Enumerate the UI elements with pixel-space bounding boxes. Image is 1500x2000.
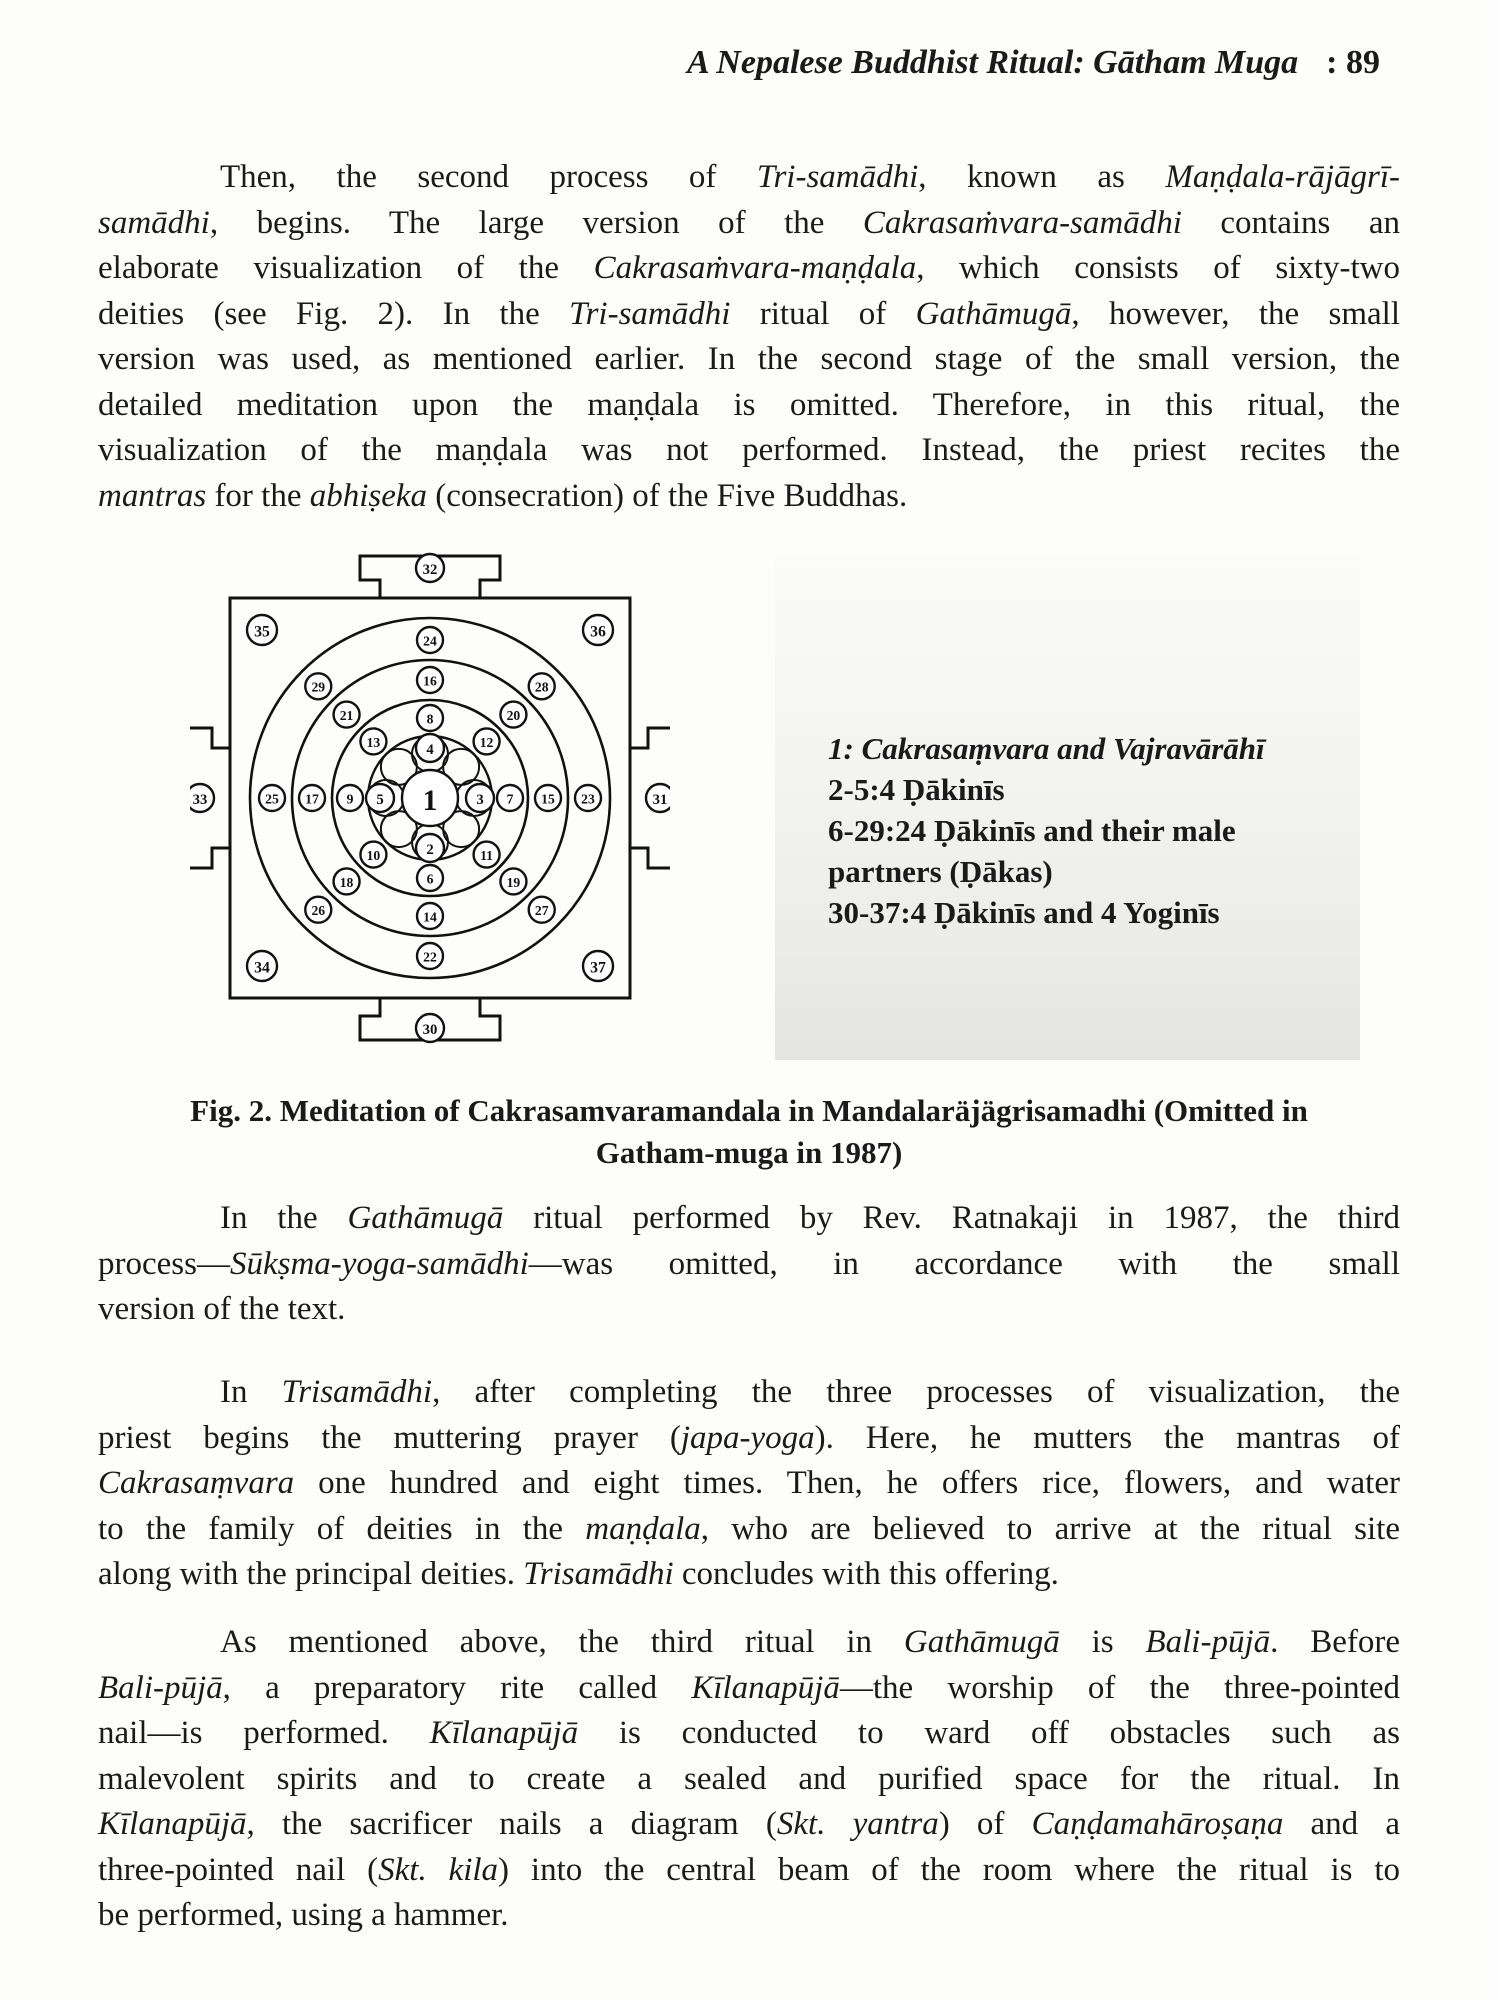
inner-node-label: 2 bbox=[426, 841, 434, 858]
petal-node-label: 9 bbox=[346, 791, 354, 807]
ring3-node-label: 25 bbox=[265, 791, 279, 807]
ring3-node-label: 22 bbox=[423, 949, 437, 965]
ring3-node-label: 29 bbox=[311, 679, 326, 695]
ring3-node-label: 26 bbox=[311, 903, 326, 919]
legend-line: 1: Cakrasaṃvara and Vajravārāhī bbox=[828, 731, 1265, 766]
corner-node-label: 35 bbox=[254, 623, 270, 641]
ring2-node-label: 16 bbox=[423, 673, 437, 689]
ring2-node-label: 20 bbox=[506, 708, 521, 724]
gate-node-label: 31 bbox=[652, 791, 668, 808]
petal-node-label: 7 bbox=[506, 791, 514, 807]
ring2-node-label: 21 bbox=[339, 708, 354, 724]
petal-node-label: 12 bbox=[479, 734, 494, 750]
inner-node-label: 4 bbox=[426, 741, 434, 758]
gate-node-label: 33 bbox=[192, 791, 208, 808]
ring3-node-label: 24 bbox=[423, 633, 437, 649]
corner-node-label: 34 bbox=[254, 959, 270, 977]
ring3-node-label: 23 bbox=[581, 791, 595, 807]
petal-node-label: 13 bbox=[366, 734, 381, 750]
ring3-node-label: 27 bbox=[534, 903, 549, 919]
ring2-node-label: 17 bbox=[305, 791, 319, 807]
paragraph-tri-samadhi: Then, the second process of Tri-samādhi, known as Maṇḍala-rājāgrī- samādhi, begins. The large version of the Cakrasaṁvara-samādhi contains an elaborate visualization of the Cakrasaṁvara-maṇḍala, which consists of sixty-two deities (see Fig. 2). In the Tri-samādhi ritual of Gathāmugā, however, the small version was used, as mentioned earlier. In the second stage of the small version, the detailed meditation upon the maṇḍala is omitted. Therefore, in this ritual, the visualization of the maṇḍala was not performed. Instead, the priest recites the mantras for the abhiṣeka (consecration) of the Five Buddhas. bbox=[98, 159, 1400, 514]
ring3-node-label: 28 bbox=[534, 679, 549, 695]
figure-caption: Fig. 2. Meditation of Cakrasamvaramandala in Mandalaräjägrisamadhi (Omitted in Gatham-muga in 1987) bbox=[190, 1093, 1308, 1170]
petal-node-label: 6 bbox=[426, 871, 434, 887]
legend-line: 30-37:4 Ḍākinīs and 4 Yoginīs bbox=[828, 895, 1220, 930]
page-number: : 89 bbox=[1326, 44, 1380, 81]
figure-legend bbox=[828, 728, 1265, 933]
gate-node-label: 32 bbox=[422, 561, 438, 578]
corner-node-label: 37 bbox=[590, 959, 606, 977]
corner-node-label: 36 bbox=[590, 623, 606, 641]
center-label: 1 bbox=[422, 784, 438, 817]
running-header bbox=[0, 44, 1380, 82]
ring2-node-label: 19 bbox=[506, 874, 521, 890]
legend-line: partners (Ḍākas) bbox=[828, 854, 1053, 889]
inner-node-label: 5 bbox=[376, 791, 384, 808]
petal-node-label: 8 bbox=[426, 711, 434, 727]
legend-line: 6-29:24 Ḍākinīs and their male bbox=[828, 813, 1236, 848]
mandala-diagram bbox=[190, 548, 670, 1048]
legend-line: 2-5:4 Ḍākinīs bbox=[828, 772, 1005, 807]
paragraph-trisamadhi: In Trisamādhi, after completing the three processes of visualization, the priest begins the muttering prayer (japa-yoga). Here, he mutters the mantras of Cakrasaṃvara one hundred and eight times. Then, he offers rice, flowers, and water to the family of deities in the maṇḍala, who are believed to arrive at the ritual site along with the principal deities. Trisamādhi concludes with this offering. bbox=[98, 1374, 1400, 1592]
running-title: A Nepalese Buddhist Ritual: Gātham Muga bbox=[687, 44, 1299, 81]
petal-node-label: 11 bbox=[480, 848, 494, 864]
gate-node-label: 30 bbox=[422, 1021, 438, 1038]
paragraph-gathamuga-1987: In the Gathāmugā ritual performed by Rev. Ratnakaji in 1987, the third process—Sūkṣma-yoga-samādhi—was omitted, in accordance with the small version of the text. bbox=[98, 1200, 1401, 1327]
inner-node-label: 3 bbox=[476, 791, 484, 808]
petal-node-label: 10 bbox=[366, 848, 381, 864]
ring2-node-label: 18 bbox=[339, 874, 354, 890]
ring2-node-label: 14 bbox=[423, 909, 437, 925]
paragraph-bali-puja: As mentioned above, the third ritual in Gathāmugā is Bali-pūjā. Before Bali-pūjā, a preparatory rite called Kīlanapūjā—the worship of the three-pointed nail—is performed. Kīlanapūjā is conducted to ward off obstacles such as malevolent spirits and to create a sealed and purified space for the ritual. In Kīlanapūjā, the sacrificer nails a diagram (Skt. yantra) of Caṇḍamahāroṣaṇa and a three-pointed nail (Skt. kila) into the central beam of the room where the ritual is to be performed, using a hammer. bbox=[98, 1624, 1401, 1933]
ring2-node-label: 15 bbox=[541, 791, 555, 807]
